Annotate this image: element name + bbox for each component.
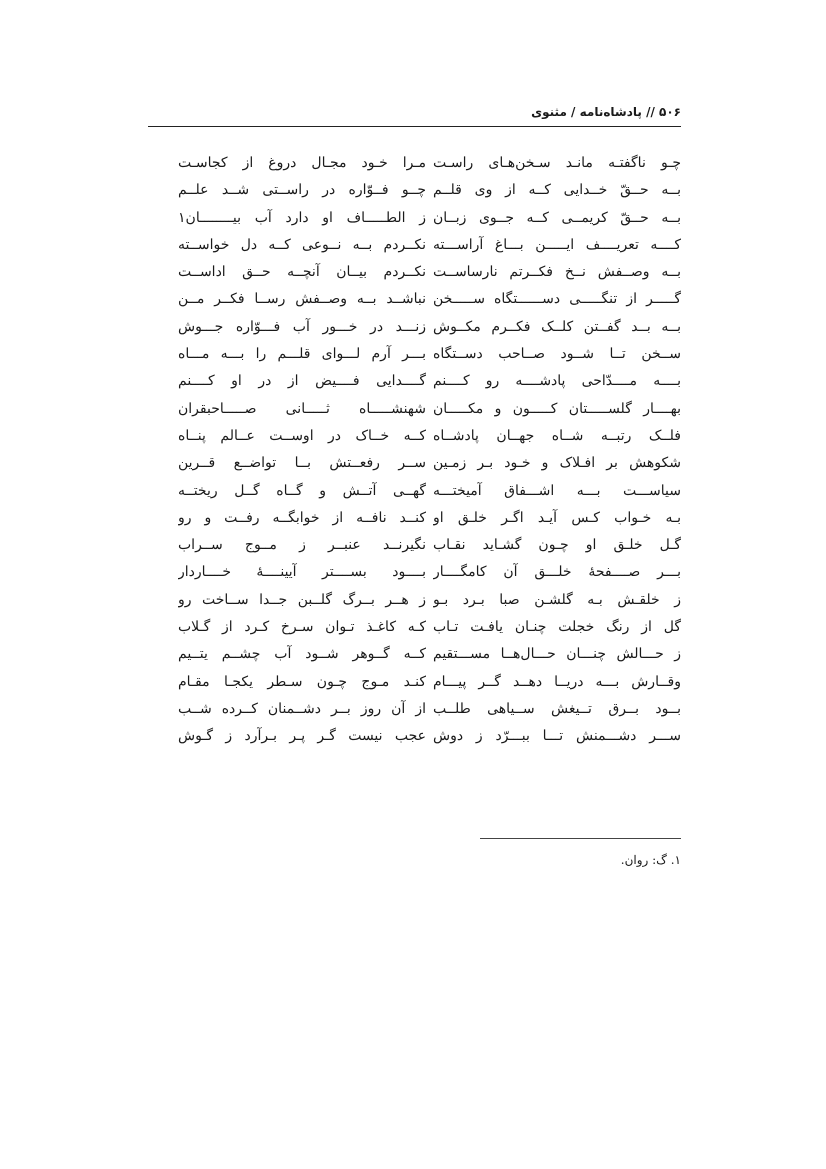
hemistich-first: بهــــار گلســـــتان کـــــون و مکـــــان xyxy=(433,400,681,417)
hemistich-second: کـه کاغـذ تـوان سـرخ کـرد از گـلاب xyxy=(178,619,426,636)
hemistich-second: بــــود بســــتر آیینــــهٔ خــــاردار xyxy=(178,564,426,581)
couplet xyxy=(148,478,681,505)
hemistich-second: نگیرنــد عنبــر ز مــوج ســراب xyxy=(178,537,426,554)
hemistich-first: بــه حــقّ کریمــی کــه جــوی زبــان xyxy=(433,209,681,226)
couplet xyxy=(148,150,681,177)
hemistich-second: مـرا خـود مجـال دروغ از کجاسـت xyxy=(178,155,426,171)
hemistich-second: از آن روز بــر دشــمنان کــرده شــب xyxy=(178,700,426,717)
couplet xyxy=(148,177,681,204)
hemistich-first: ز حـــالش چنـــان حـــال‌هــا مســـتقیم xyxy=(433,646,681,663)
hemistich-second: کنـد مـوج چـون سـطر یکجـا مقـام xyxy=(178,673,426,690)
hemistich-second: گهــی آتــش و گــاه گــل ریختــه xyxy=(178,482,426,499)
couplet xyxy=(148,396,681,423)
hemistich-first: چـو ناگفتـه مانـد سـخن‌هـای راسـت xyxy=(433,155,681,171)
hemistich-first: سیاســـت بـــه اشـــفاق آمیختـــه xyxy=(433,482,681,499)
hemistich-first: بـه خـواب کـس آیـد اگـر خلـق او xyxy=(433,509,681,526)
hemistich-second: گــــدایی فــــیض از در او کــــنم xyxy=(178,373,426,390)
couplet xyxy=(148,205,681,232)
couplet xyxy=(148,423,681,450)
header-rule xyxy=(148,126,681,127)
hemistich-second: کــه خــاک در اوســت عــالم پنــاه xyxy=(178,427,426,444)
hemistich-first: بــه وصــفش نــخ فکــرتم نارساســت xyxy=(433,264,681,281)
couplet xyxy=(148,314,681,341)
couplet xyxy=(148,259,681,286)
couplet xyxy=(148,696,681,723)
hemistich-first: بــه بــد گفــتن کلــک فکــرم مکــوش xyxy=(433,318,681,335)
hemistich-first: گل از رنگ خجلت چنـان یافـت تـاب xyxy=(433,619,681,636)
couplet xyxy=(148,723,681,750)
poem xyxy=(148,150,681,751)
couplet xyxy=(148,232,681,259)
footnote-rule xyxy=(480,838,681,839)
hemistich-second: کنــد نافــه از خوابگــه رفــت و رو xyxy=(178,509,426,526)
hemistich-second: ز هــر بــرگ گلــبن جــدا ســاخت رو xyxy=(178,591,426,608)
hemistich-second: نکــردم بــه نــوعی کــه دل خواســته xyxy=(178,236,426,253)
running-header: ۵۰۶ // پادشاه‌نامه / مثنوی xyxy=(531,105,681,119)
hemistich-second: نباشــد بــه وصــفش رســا فکــر مــن xyxy=(178,291,426,308)
hemistich-second: ســر رفعــتش بــا تواضــع قــرین xyxy=(178,455,426,472)
couplet xyxy=(148,286,681,313)
hemistich-second: ز الطـــــاف او دارد آب بیــــــــان۱ xyxy=(178,209,426,226)
couplet xyxy=(148,587,681,614)
hemistich-second: کــه گــوهر شــود آب چشــم یتــیم xyxy=(178,646,426,663)
hemistich-second: زنـــد در خـــور آب فـــوّاره جـــوش xyxy=(178,318,426,335)
hemistich-first: بــــه مــــدّاحی پادشــــه رو کــــنم xyxy=(433,373,681,390)
couplet xyxy=(148,614,681,641)
couplet xyxy=(148,368,681,395)
hemistich-first: ســـر دشـــمنش تـــا ببـــرّد ز دوش xyxy=(433,728,681,745)
couplet xyxy=(148,559,681,586)
hemistich-first: ســخن تــا شــود صــاحب دســتگاه xyxy=(433,346,681,363)
hemistich-first: بــود بــرق تــیغش ســیاهی طلــب xyxy=(433,700,681,717)
hemistich-first: ز خلقـش بـه گلشـن صبا بـرد بـو xyxy=(433,591,681,608)
couplet xyxy=(148,669,681,696)
hemistich-second: نکــردم بیــان آنچــه حــق اداســت xyxy=(178,264,426,281)
footnote: ۱. گ: روان. xyxy=(620,853,681,867)
hemistich-first: کــــه تعریــــف ایـــــن بـــاغ آراســـته xyxy=(433,236,681,253)
hemistich-second: شهنشـــــاه ثـــــانی صـــــاحبقران xyxy=(178,400,426,417)
couplet xyxy=(148,341,681,368)
couplet xyxy=(148,641,681,668)
hemistich-first: گـــــر از تنگـــــی دســــــتگاه ســـــخن xyxy=(433,291,681,308)
hemistich-first: بــه حــقّ خــدایی کــه از وی قلــم xyxy=(433,182,681,199)
hemistich-second: بـــر آرم لـــوای قلـــم را بـــه مـــاه xyxy=(178,346,426,363)
hemistich-first: گـل خلـق او چـون گشـاید نقـاب xyxy=(433,537,681,554)
couplet xyxy=(148,532,681,559)
hemistich-first: شکوهش بر افـلاک و خـود بـر زمـین xyxy=(433,455,681,472)
hemistich-second: عجب نیست گـر پـر بـرآرد ز گـوش xyxy=(178,728,426,745)
hemistich-first: وقــارش بـــه دریــا دهــد گــر پیـــام xyxy=(433,673,681,690)
hemistich-first: فلــک رتبــه شــاه جهــان پادشــاه xyxy=(433,427,681,444)
hemistich-second: چــو فــوّاره در راســتی شــد علــم xyxy=(178,182,426,199)
couplet xyxy=(148,450,681,477)
couplet xyxy=(148,505,681,532)
hemistich-first: بـــر صــــفحهٔ خلـــق آن کامگــــار xyxy=(433,564,681,581)
